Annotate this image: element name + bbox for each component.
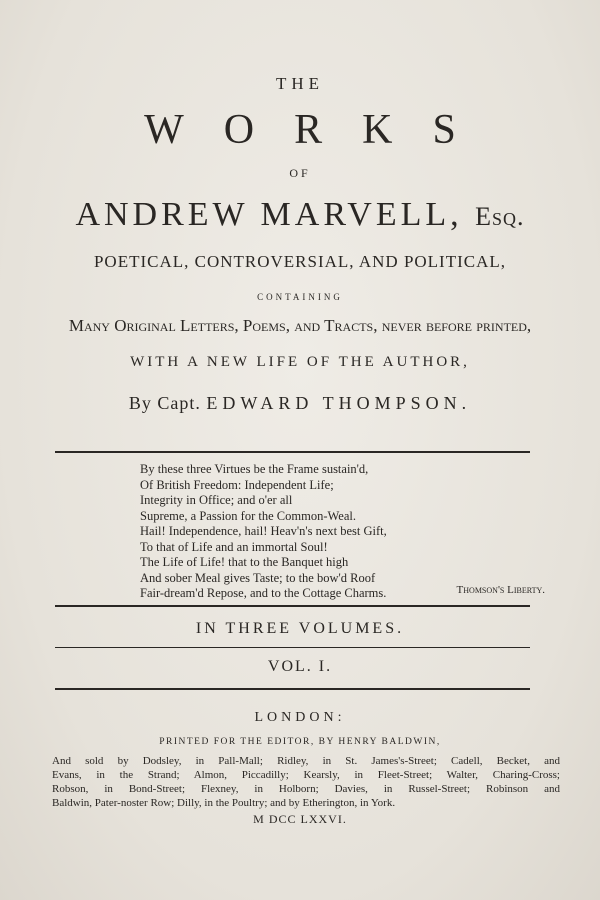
epigraph-line: The Life of Life! that to the Banquet high [140, 555, 349, 569]
title-the: THE [275, 74, 325, 93]
title-of: OF [289, 166, 311, 180]
editor-name: EDWARD THOMPSON. [206, 393, 472, 413]
containing-label: CONTAINING [257, 292, 343, 302]
epigraph-attribution: Thomson's Liberty. [456, 584, 545, 596]
title-works: WORKS [144, 107, 496, 153]
rule-bottom [55, 688, 530, 690]
imprint-city: LONDON: [254, 710, 346, 725]
imprint-line: And sold by Dodsley, in Pall-Mall; Ridley, in St. James's-Street; Cadell, Becket, and [52, 755, 560, 767]
editor-prefix: By Capt. [128, 393, 201, 413]
volume-number: VOL. I. [267, 658, 333, 675]
editor-credit [0, 393, 600, 414]
imprint-line: Robson, in Bond-Street; Flexney, in Holborn; Davies, in Russel-Street; Robinson and [52, 783, 560, 795]
epigraph-line: By these three Virtues be the Frame sustain'd, [140, 462, 369, 476]
rule-mid-1 [55, 605, 530, 607]
imprint-date: M DCC LXXVI. [253, 812, 347, 826]
imprint-printer: PRINTED FOR THE EDITOR, BY HENRY BALDWIN, [159, 737, 441, 747]
epigraph-line: Supreme, a Passion for the Common-Weal. [140, 508, 356, 523]
imprint-sellers [52, 754, 560, 810]
rule-top [55, 451, 530, 453]
epigraph-line: Of British Freedom: Independent Life; [140, 477, 334, 492]
contents-description: Many Original Letters, Poems, and Tracts, never before printed, [68, 316, 532, 335]
rule-mid-2 [55, 647, 530, 648]
imprint-line: Evans, in the Strand; Almon, Piccadilly; Kearsly, in Fleet-Street; Walter, Charing-Cross; [52, 769, 560, 781]
subtitle: POETICAL, CONTROVERSIAL, AND POLITICAL, [93, 252, 507, 271]
epigraph-line: To that of Life and an immortal Soul! [140, 539, 328, 554]
new-life-line: WITH A NEW LIFE OF THE AUTHOR, [130, 354, 470, 370]
author-name [0, 196, 600, 234]
imprint-line: Baldwin, Pater-noster Row; Dilly, in the Poultry; and by Etherington, in York. [52, 797, 396, 809]
author-esq: Esq. [475, 202, 525, 231]
epigraph [140, 462, 387, 602]
epigraph-line: Integrity in Office; and o'er all [140, 493, 293, 507]
epigraph-line: And sober Meal gives Taste; to the bow'd Roof [140, 570, 376, 585]
epigraph-line: Fair-dream'd Repose, and to the Cottage Charms. [140, 586, 387, 600]
epigraph-line: Hail! Independence, hail! Heav'n's next best Gift, [140, 524, 387, 538]
author-name-text: ANDREW MARVELL, [75, 196, 463, 233]
volumes-line: IN THREE VOLUMES. [195, 620, 405, 637]
